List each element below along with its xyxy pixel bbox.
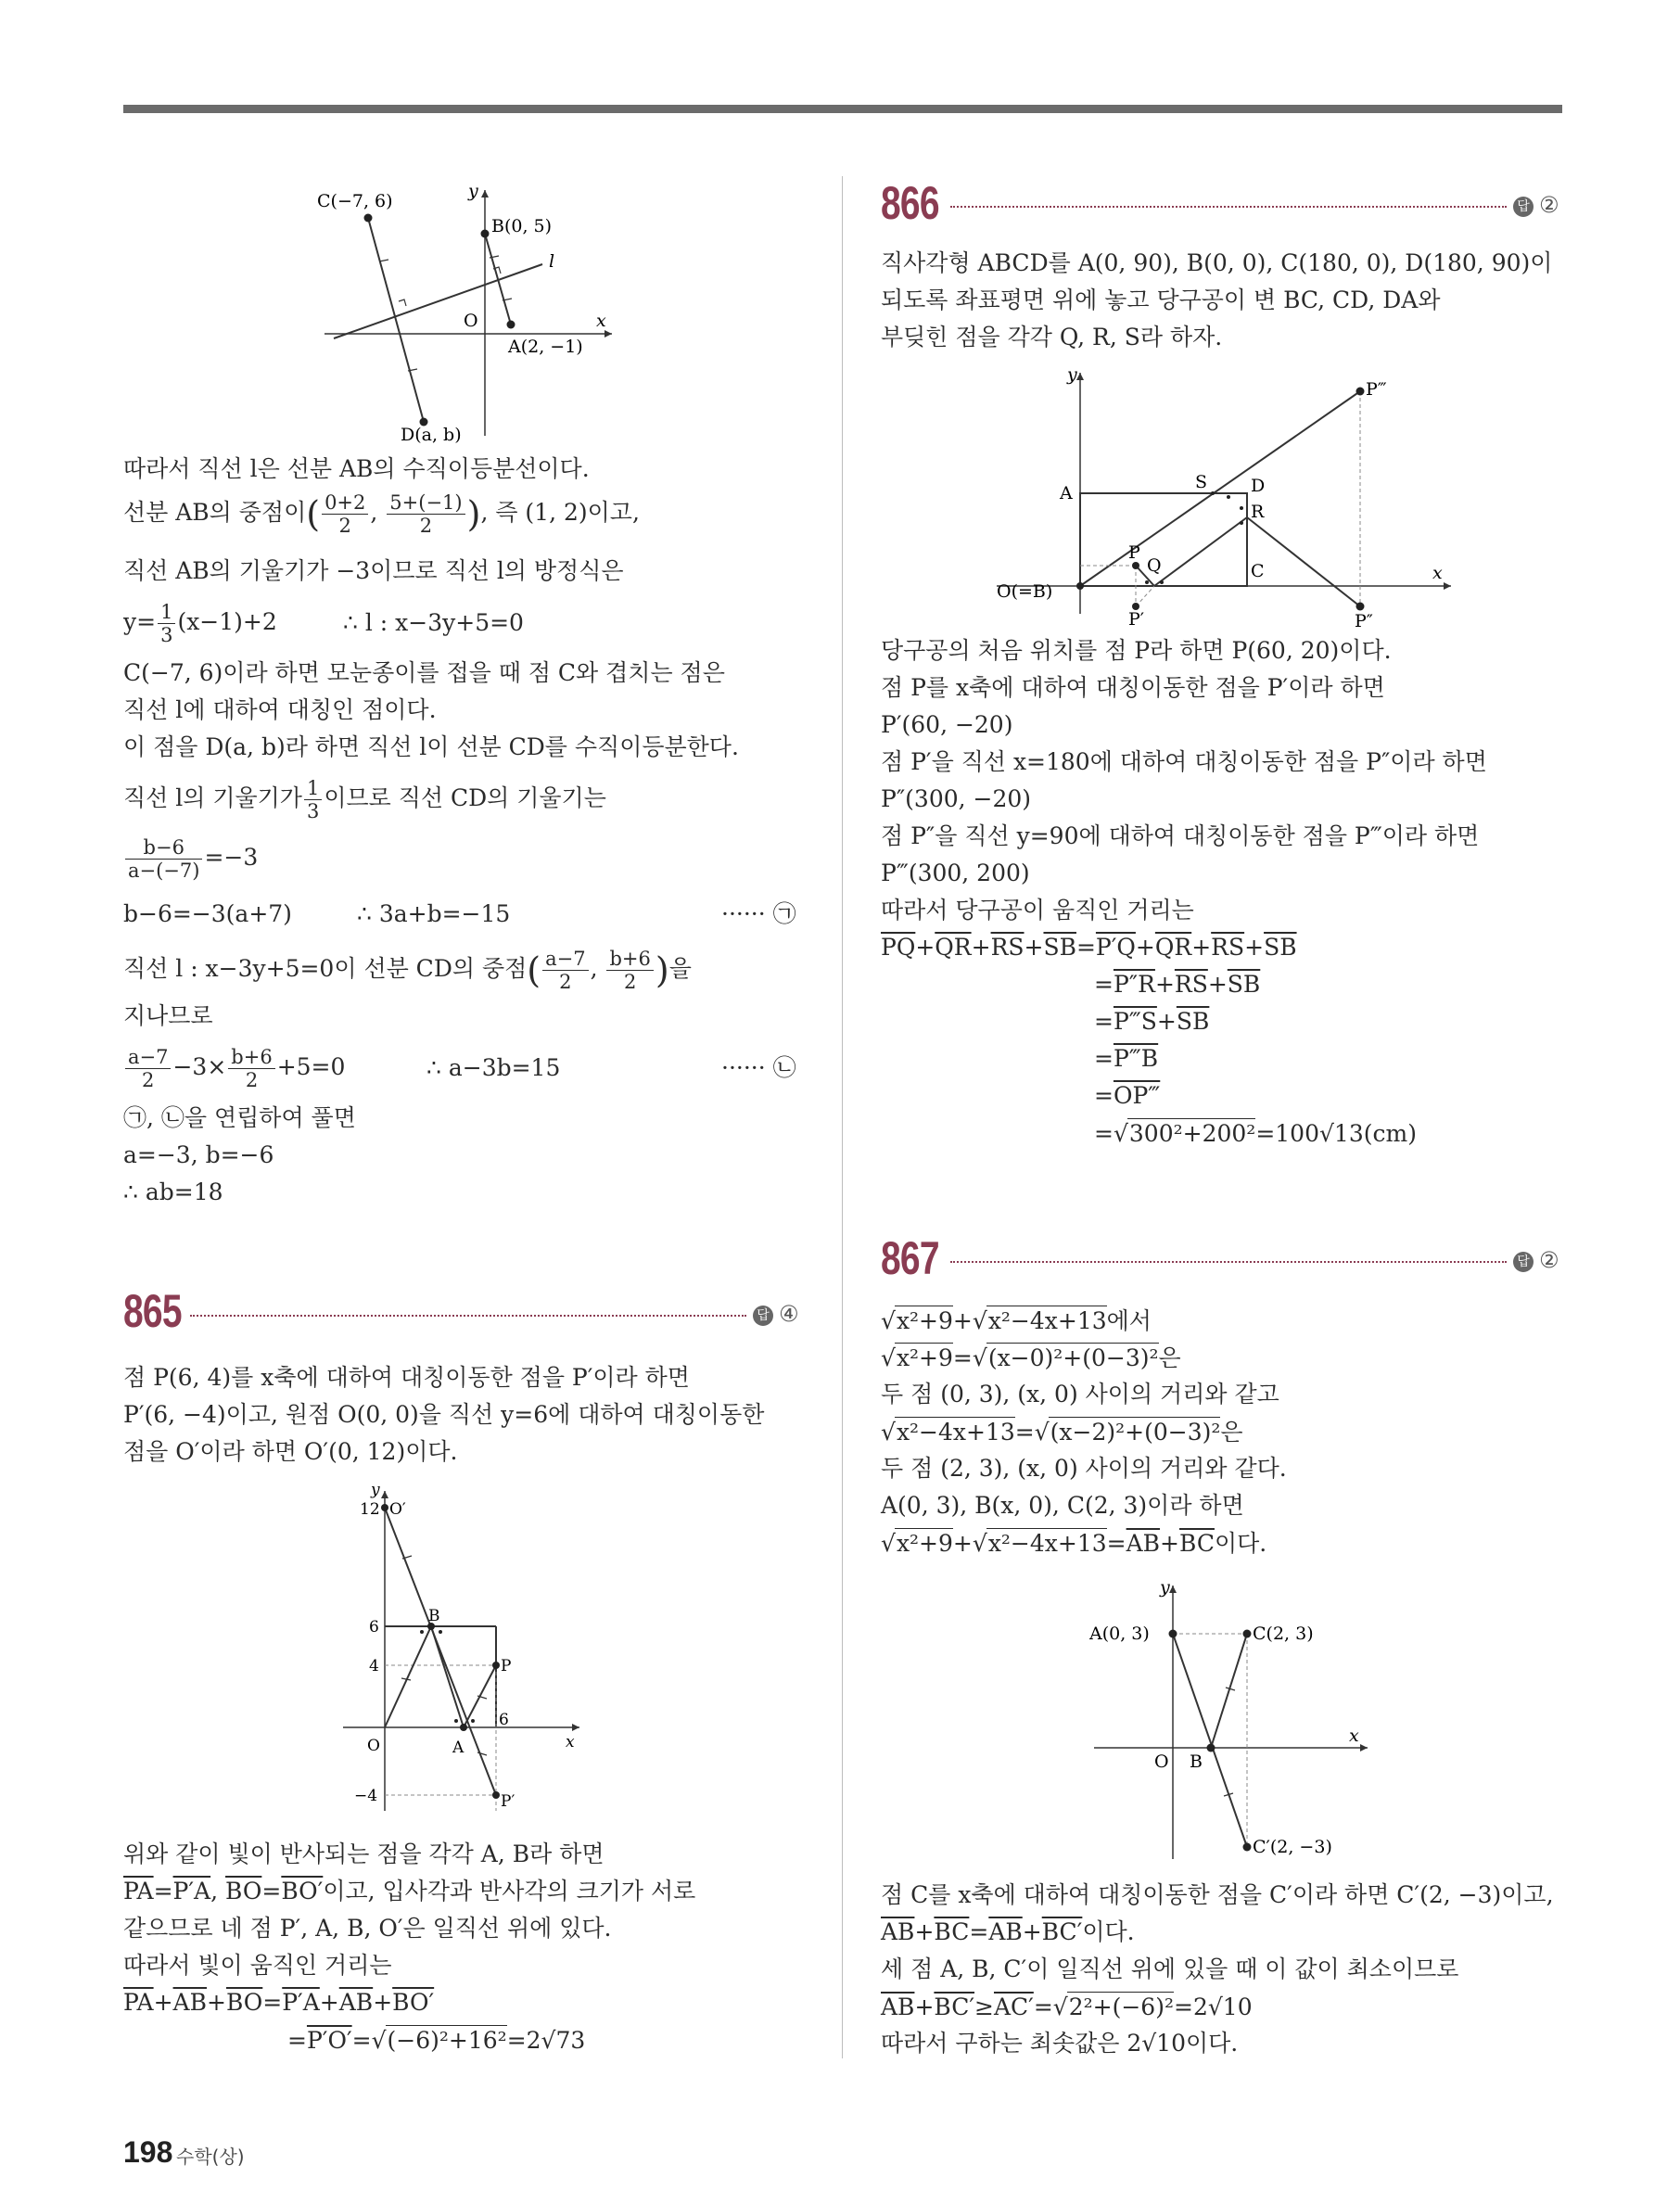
tick-4: 4 <box>369 1657 379 1675</box>
book-title: 수학(상) <box>176 2146 245 2168</box>
fraction: $\frac{b+6}{2}$ <box>228 1046 274 1091</box>
text-line: ㉠, ㉡을 연립하여 풀면 <box>123 1104 356 1131</box>
equation-line: $\overline{PQ}+\overline{QR}+\overline{RS}+\overline{SB}=P'Q+\overline{QR}+\overline{RS}+\overline{SB}$ <box>881 934 1297 961</box>
text-line: 따라서 당구공이 움직인 거리는 <box>881 897 1194 924</box>
text-line: 따라서 구하는 최솟값은 2√10이다. <box>881 2030 1239 2057</box>
equation-tag: ······ ㉡ <box>721 1054 796 1081</box>
text-line: P′(6, −4)이고, 원점 O(0, 0)을 직선 y=6에 대하여 대칭이동한 <box>123 1401 765 1428</box>
equation-line: √x²+9=√(x−0)²+(0−3)²은 <box>881 1344 1181 1371</box>
problem-number-866: 866 <box>881 177 939 229</box>
text-span: 직선 l : x−3y+5=0이 선분 CD의 중점 <box>123 955 528 982</box>
figure-perpendicular-bisector <box>315 176 630 445</box>
segment: BO′ <box>281 1878 324 1904</box>
text-line: ∴ 3a+b=−15 <box>357 900 511 927</box>
text-line: 세 점 A, B, C′이 일직선 위에 있을 때 이 값이 최소이므로 <box>881 1955 1459 1982</box>
text-span: (x−1)+2 <box>177 608 277 635</box>
label-y: y <box>1067 364 1077 385</box>
label-B: B <box>1190 1752 1203 1772</box>
leader-dots <box>950 1261 1507 1263</box>
answer-badge: 답 <box>1513 1252 1534 1272</box>
text-line: ∴ a−3b=15 <box>426 1054 561 1081</box>
label-D: D <box>1251 476 1266 496</box>
text-line: P″(300, −20) <box>881 785 1032 812</box>
segment: $\overline{BO}$ <box>225 1878 262 1904</box>
equation-line: $√x^2+9+√x^2-4x+13=\overline{AB}+\overline{BC}$이다. <box>881 1530 1267 1557</box>
segment: P′A <box>172 1878 211 1904</box>
label-Pppp: P‴ <box>1366 379 1387 400</box>
text-line: 당구공의 처음 위치를 점 P라 하면 P(60, 20)이다. <box>881 637 1392 664</box>
text-line: P‴(300, 200) <box>881 860 1030 886</box>
label-Cp: C′(2, −3) <box>1253 1837 1332 1857</box>
figure-865-reflection <box>343 1482 593 1815</box>
figure-866-billiards <box>997 363 1460 632</box>
text-line <box>123 777 606 822</box>
text-line: 직사각형 ABCD를 A(0, 90), B(0, 0), C(180, 0), D(180, 90)이 <box>881 249 1553 276</box>
label-Q: Q <box>1147 555 1162 576</box>
equation-line: =P‴B <box>1094 1045 1159 1072</box>
answer-867 <box>1513 1247 1559 1273</box>
label-O: O <box>367 1737 380 1755</box>
segment: $\overline{PA}$ <box>123 1878 154 1904</box>
text-span: +5=0 <box>276 1053 346 1080</box>
text-line: ∴ l : x−3y+5=0 <box>343 609 524 636</box>
label-P: P <box>1128 542 1140 563</box>
problem-number-865: 865 <box>123 1285 182 1337</box>
label-B: B <box>428 1607 440 1625</box>
fraction: $\frac{1}{3}$ <box>304 777 322 822</box>
text-line: b−6=−3(a+7) <box>123 900 292 927</box>
fraction: $\frac{b-6}{a-(-7)}$ <box>125 836 202 882</box>
text-line: 두 점 (2, 3), (x, 0) 사이의 거리와 같다. <box>881 1455 1287 1482</box>
text-span: −3× <box>172 1053 227 1080</box>
label-Op: O′ <box>389 1500 406 1519</box>
text-span: 을 <box>668 955 692 982</box>
text-span: =−3 <box>204 844 259 871</box>
tick-6: 6 <box>369 1618 379 1637</box>
label-l: l <box>549 251 555 272</box>
column-divider <box>842 176 843 2058</box>
text-line: 직선 l에 대하여 대칭인 점이다. <box>123 696 437 723</box>
text-span: 직선 l의 기울기가 <box>123 784 302 811</box>
equation-line: $=P‴S+\overline{SB}$ <box>1094 1008 1210 1035</box>
text-line: 점을 O′이라 하면 O′(0, 12)이다. <box>123 1438 458 1465</box>
text-line: 선분 AB의 중점이( $\frac{0+2}{2}$ , $\frac{5+(-1)}{2}$ ), 즉 (1, 2)이고, <box>123 491 640 537</box>
paren: ( <box>306 493 321 535</box>
label-Pp: P′ <box>501 1792 515 1811</box>
leader-dots <box>950 206 1507 208</box>
label-O: O <box>1154 1752 1169 1772</box>
text-line: 지나므로 <box>123 1002 213 1029</box>
label-S: S <box>1195 472 1208 492</box>
answer-badge: 답 <box>1513 197 1534 217</box>
equation-line: =√300²+200²=100√13(cm) <box>1094 1120 1417 1147</box>
text-line <box>123 601 277 646</box>
equation-line: √x²−4x+13=√(x−2)²+(0−3)²은 <box>881 1419 1243 1446</box>
equation-line: $\overline{AB}+\overline{BC}=\overline{AB}+BC'$이다. <box>881 1918 1135 1945</box>
fraction: $\frac{a-7}{2}$ <box>542 948 588 993</box>
equation-line: $=P''R+\overline{RS}+\overline{SB}$ <box>1094 971 1261 998</box>
fraction: $\frac{b+6}{2}$ <box>606 948 653 993</box>
label-A: A(2, −1) <box>508 337 583 357</box>
tick-x6: 6 <box>499 1711 509 1729</box>
text-line: 직선 AB의 기울기가 −3이므로 직선 l의 방정식은 <box>123 557 624 584</box>
text-line: 따라서 직선 l은 선분 AB의 수직이등분선이다. <box>123 455 590 482</box>
text-line: $\overline{PA}+\overline{AB}+\overline{BO}=P'A+\overline{AB}+BO'$ <box>123 1989 435 2016</box>
text-line: 이 점을 D(a, b)라 하면 직선 l이 선분 CD를 수직이등분한다. <box>123 733 739 760</box>
label-A: A <box>452 1739 465 1757</box>
leader-dots <box>190 1315 746 1317</box>
paren: ) <box>655 949 669 991</box>
text-line: 점 P′을 직선 x=180에 대하여 대칭이동한 점을 P″이라 하면 <box>881 748 1487 775</box>
fraction: $\frac{1}{3}$ <box>158 601 175 646</box>
answer-value: ② <box>1539 192 1559 218</box>
label-Pp: P′ <box>1128 609 1145 630</box>
tick-12: 12 <box>360 1500 380 1519</box>
fraction: $\frac{a-7}{2}$ <box>125 1046 171 1091</box>
text-line: 위와 같이 빛이 반사되는 점을 각각 A, B라 하면 <box>123 1841 605 1867</box>
radicand: (−6)²+16² <box>387 2027 507 2054</box>
label-x: x <box>596 311 606 331</box>
answer-badge: 답 <box>753 1306 773 1326</box>
label-C: C(−7, 6) <box>317 191 393 211</box>
text-line: 같으므로 네 점 P′, A, B, O′은 일직선 위에 있다. <box>123 1915 612 1942</box>
paren: ) <box>466 493 481 535</box>
label-y: y <box>1160 1577 1170 1598</box>
label-x: x <box>1432 563 1443 583</box>
text-line: 점 C를 x축에 대하여 대칭이동한 점을 C′이라 하면 C′(2, −3)이고, <box>881 1881 1554 1908</box>
text-line: 점 P″을 직선 y=90에 대하여 대칭이동한 점을 P‴이라 하면 <box>881 822 1480 849</box>
text-span: , 즉 (1, 2)이고, <box>480 499 640 526</box>
radicand: 300²+200² <box>1128 1120 1256 1147</box>
text-line: =P′O′=√(−6)²+16²=2√73 <box>287 2027 586 2054</box>
text-span: 선분 AB의 중점이 <box>123 499 307 526</box>
label-x: x <box>1349 1726 1359 1746</box>
problem-number-867: 867 <box>881 1232 939 1284</box>
label-A: A <box>1060 483 1073 503</box>
text-span: 이므로 직선 CD의 기울기는 <box>324 784 606 811</box>
tick-m4: −4 <box>354 1787 378 1805</box>
text-line: ∴ ab=18 <box>123 1178 223 1205</box>
equation-line: =OP‴ <box>1094 1082 1161 1109</box>
label-y: y <box>468 181 478 201</box>
label-C: C <box>1251 561 1265 581</box>
equation-line: $\overline{AB}+BC'\ge AC'=√2^2+(-6)^2=2√10$ <box>881 1994 1253 2020</box>
text-line: 부딪힌 점을 각각 Q, R, S라 하자. <box>881 324 1223 350</box>
label-P: P <box>501 1657 512 1675</box>
page-number: 198 <box>123 2135 173 2169</box>
text-line: $\overline{PA}=P'A$, $\overline{BO}=BO'$이고, 입사각과 반사각의 크기가 서로 <box>123 1878 696 1904</box>
label-A: A(0, 3) <box>1089 1624 1150 1644</box>
label-x: x <box>566 1733 575 1752</box>
text-line <box>123 1046 345 1091</box>
label-Ppp: P″ <box>1355 611 1373 631</box>
label-O: O <box>464 311 478 331</box>
label-y: y <box>371 1482 380 1499</box>
text-span: 이고, 입사각과 반사각의 크기가 서로 <box>323 1878 696 1904</box>
label-B: B(0, 5) <box>491 216 553 236</box>
answer-value: ④ <box>779 1301 799 1327</box>
answer-865 <box>753 1301 799 1327</box>
text-line <box>123 836 258 882</box>
text-line: 점 P를 x축에 대하여 대칭이동한 점을 P′이라 하면 <box>881 674 1385 701</box>
label-C: C(2, 3) <box>1253 1624 1314 1644</box>
answer-866 <box>1513 192 1559 218</box>
text-line: 점 P(6, 4)를 x축에 대하여 대칭이동한 점을 P′이라 하면 <box>123 1364 690 1391</box>
text-span: y= <box>123 608 157 635</box>
text-line: a=−3, b=−6 <box>123 1141 274 1168</box>
text-line: P′(60, −20) <box>881 711 1013 738</box>
text-line: 되도록 좌표평면 위에 놓고 당구공이 변 BC, CD, DA와 <box>881 287 1441 313</box>
text-line: C(−7, 6)이라 하면 모눈종이를 접을 때 점 C와 겹치는 점은 <box>123 659 725 686</box>
text-line: A(0, 3), B(x, 0), C(2, 3)이라 하면 <box>881 1492 1244 1519</box>
paren: ( <box>527 949 541 991</box>
equation-tag: ······ ㉠ <box>721 900 796 927</box>
equation-line: √x²+9+√x²−4x+13에서 <box>881 1307 1152 1334</box>
text-line: 직선 l : x−3y+5=0이 선분 CD의 중점( $\frac{a-7}{2}$ , $\frac{b+6}{2}$ )을 <box>123 948 692 993</box>
text-line: 두 점 (0, 3), (x, 0) 사이의 거리와 같고 <box>881 1381 1279 1408</box>
label-R: R <box>1251 502 1265 522</box>
label-D: D(a, b) <box>401 425 462 445</box>
fraction: $\frac{0+2}{2}$ <box>322 491 368 537</box>
text-line: 따라서 빛이 움직인 거리는 <box>123 1952 392 1979</box>
label-O: O(=B) <box>997 581 1053 602</box>
figure-867-minimum-distance <box>1089 1576 1386 1864</box>
top-rule <box>123 105 1562 113</box>
answer-value: ② <box>1539 1247 1559 1273</box>
fraction: $\frac{5+(-1)}{2}$ <box>387 491 465 537</box>
